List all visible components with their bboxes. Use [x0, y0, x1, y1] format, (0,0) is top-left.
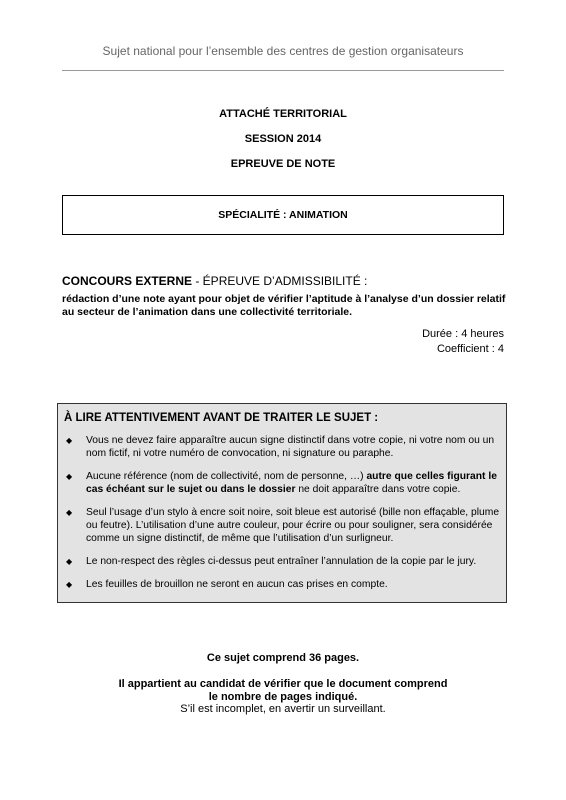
concours-type: CONCOURS EXTERNE — [62, 274, 193, 288]
duree-text: Durée : 4 heures — [422, 328, 504, 340]
diamond-bullet-icon: ◆ — [66, 508, 73, 517]
concours-heading — [62, 274, 507, 288]
exam-title: ATTACHÉ TERRITORIAL — [219, 108, 347, 120]
page-count: Ce sujet comprend 36 pages. — [206, 652, 360, 664]
page-header: Sujet national pour l’ensemble des centres de gestion organisateurs — [102, 44, 464, 58]
epreuve-title: EPREUVE DE NOTE — [230, 158, 336, 170]
diamond-bullet-icon: ◆ — [66, 472, 73, 481]
diamond-bullet-icon: ◆ — [66, 557, 73, 566]
session-title: SESSION 2014 — [244, 133, 322, 145]
instructions-list — [64, 434, 500, 591]
list-item — [64, 578, 500, 591]
header-divider — [62, 70, 504, 71]
redaction-description: rédaction d’une note ayant pour objet de vérifier l’aptitude à l’analyse d’un dossier relatif au secteur de l’animation dans une collectivité territoriale. — [62, 293, 506, 318]
verification-line-3: S’il est incomplet, en avertir un surveillant. — [180, 703, 386, 715]
instruction-text: Seul l’usage d’un stylo à encre soit noire, soit bleue est autorisé (bille non effaçable, plume ou feutre). L’utilisation d’une autre couleur, pour écrire ou pour souligner, sera considérée comme un signe distinctif, de même que l’utilisation d’un surligneur. — [86, 507, 500, 544]
verification-line-1: Il appartient au candidat de vérifier que le document comprend — [118, 678, 448, 690]
concours-epreuve: - ÉPREUVE D’ADMISSIBILITÉ : — [192, 274, 368, 288]
instruction-text: Vous ne devez faire apparaître aucun signe distinctif dans votre copie, ni votre nom ou un nom fictif, ni votre numéro de convocation, ni signature ou paraphe. — [86, 435, 495, 459]
instruction-text-part: ne doit apparaître dans votre copie. — [295, 484, 461, 495]
diamond-bullet-icon: ◆ — [66, 436, 73, 445]
instructions-box — [57, 403, 507, 603]
list-item — [64, 434, 500, 460]
instruction-text — [86, 470, 500, 496]
diamond-bullet-icon: ◆ — [66, 580, 73, 589]
instruction-text-emphasis: autre que celles figurant le cas échéant sur le sujet ou dans le dossier — [86, 471, 497, 495]
list-item — [64, 470, 500, 496]
instructions-title: À LIRE ATTENTIVEMENT AVANT DE TRAITER LE SUJET : — [64, 412, 379, 424]
specialite-label: SPÉCIALITÉ : ANIMATION — [218, 209, 348, 221]
list-item — [64, 555, 500, 568]
duree-block — [304, 327, 504, 357]
specialite-box — [62, 195, 504, 235]
verification-notice — [0, 678, 566, 716]
list-item — [64, 506, 500, 545]
instruction-text: Le non-respect des règles ci-dessus peut entraîner l’annulation de la copie par le jury. — [86, 556, 477, 567]
instruction-text: Les feuilles de brouillon ne seront en aucun cas prises en compte. — [86, 579, 388, 590]
verification-line-2: le nombre de pages indiqué. — [208, 690, 358, 703]
coefficient-text: Coefficient : 4 — [436, 343, 504, 355]
instruction-text-part: Aucune référence (nom de collectivité, nom de personne, …) — [86, 471, 367, 482]
